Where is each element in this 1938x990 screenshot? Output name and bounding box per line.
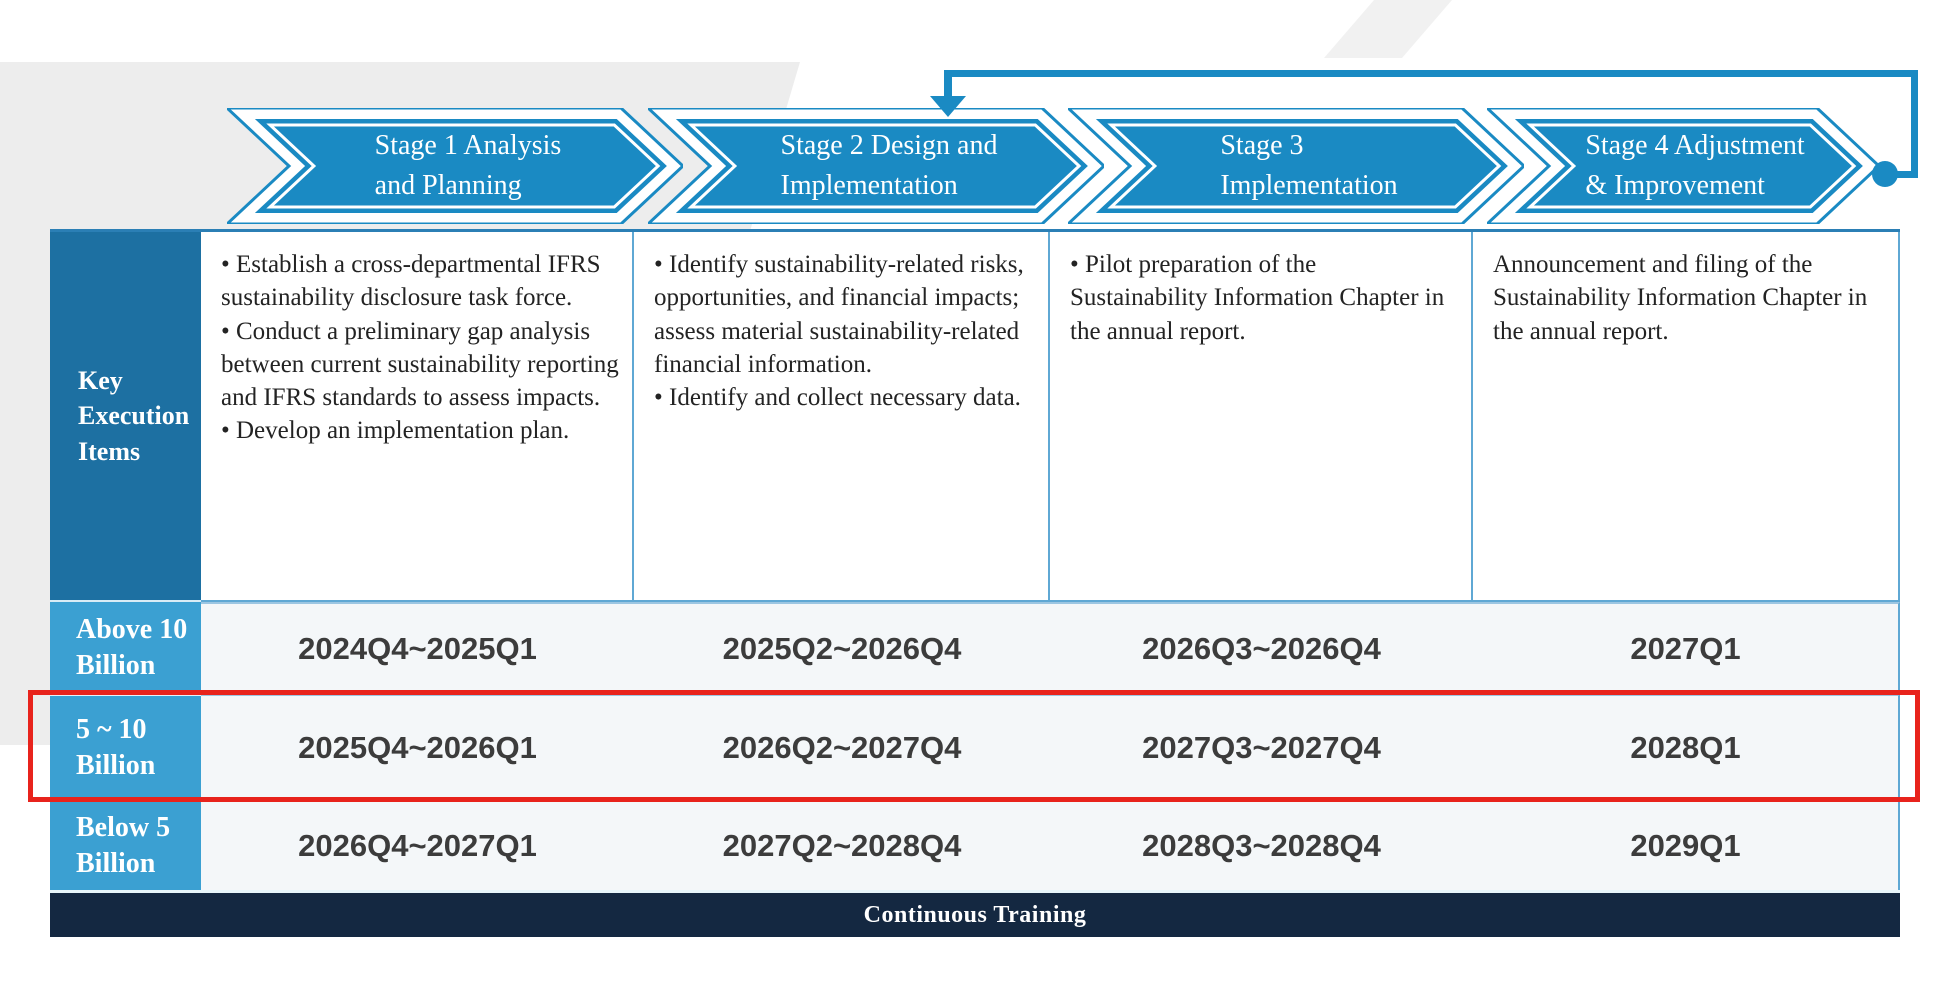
timeline-cell: 2025Q4~2026Q1 [201, 694, 634, 800]
timeline-cell: 2028Q1 [1473, 694, 1900, 800]
connector-vertical-line [1911, 70, 1918, 178]
stage2-title: Stage 2 Design and Implementation [780, 130, 998, 201]
highlight-red-box [28, 690, 1920, 802]
timeline-cell: 2025Q2~2026Q4 [634, 602, 1050, 694]
row-label-5-to-10-billion: 5 ~ 10 Billion [50, 694, 201, 800]
stage3-item: • Pilot preparation of the Sustainability Information Chapter in the annual report. [1070, 251, 1445, 345]
stage3-title: Stage 3 Implementation [1220, 130, 1398, 201]
stage2-arrow [648, 108, 1104, 224]
timeline-cell: 2024Q4~2025Q1 [201, 602, 634, 694]
stage4-key-items-cell [1473, 232, 1900, 602]
stage2-key-items-cell [634, 232, 1050, 602]
connector-arrow-stem [944, 72, 952, 98]
timeline-cell: 2027Q2~2028Q4 [634, 800, 1050, 890]
stage1-item: • Develop an implementation plan. [221, 417, 570, 445]
timeline-cell: 2027Q1 [1473, 602, 1900, 694]
row-label-below-5-billion: Below 5 Billion [50, 800, 201, 890]
stage2-item: • Identify sustainability-related risks, opportunities, and financial impacts; assess material sustainability-related financial information. [654, 251, 1024, 378]
continuous-training-label: Continuous Training [863, 901, 1087, 928]
stage1-item: • Conduct a preliminary gap analysis between current sustainability reporting and IFRS standards to assess impacts. [221, 317, 619, 411]
row-label-above-10-billion: Above 10 Billion [50, 602, 201, 694]
connector-stub-line [1882, 171, 1911, 178]
timeline-cell: 2028Q3~2028Q4 [1050, 800, 1473, 890]
stage1-key-items-cell [201, 232, 634, 602]
stage4-title: Stage 4 Adjustment & Improvement [1585, 130, 1805, 201]
continuous-training-bar [50, 890, 1900, 937]
connector-horizontal-line [944, 70, 1918, 77]
timeline-cell: 2029Q1 [1473, 800, 1900, 890]
timeline-cell: 2026Q3~2026Q4 [1050, 602, 1473, 694]
stage3-key-items-cell [1050, 232, 1473, 602]
key-execution-items-label: Key Execution Items [78, 366, 190, 466]
stage1-item: • Establish a cross-departmental IFRS sustainability disclosure task force. [221, 251, 601, 312]
stage2-item: • Identify and collect necessary data. [654, 384, 1021, 411]
key-execution-items-header [50, 232, 201, 602]
stage1-title: Stage 1 Analysis and Planning [374, 130, 562, 201]
stage1-arrow [227, 108, 683, 224]
stage4-arrow [1487, 108, 1879, 224]
timeline-cell: 2026Q2~2027Q4 [634, 694, 1050, 800]
stage3-arrow [1068, 108, 1524, 224]
timeline-cell: 2026Q4~2027Q1 [201, 800, 634, 890]
timeline-cell: 2027Q3~2027Q4 [1050, 694, 1473, 800]
stage4-item: Announcement and filing of the Sustainability Information Chapter in the annual report. [1493, 251, 1868, 345]
